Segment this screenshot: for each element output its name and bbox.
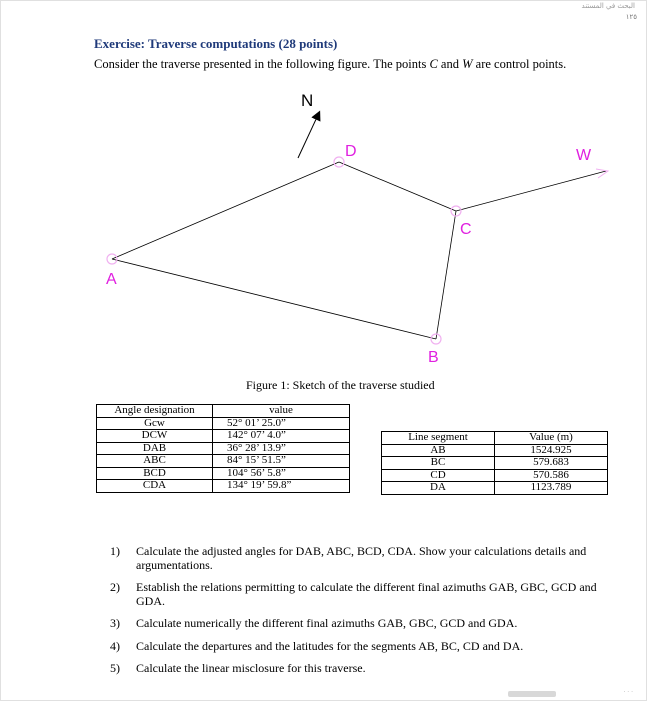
question-number: 3) <box>110 616 120 630</box>
scroll-indicator[interactable] <box>508 691 556 697</box>
figure-caption: Figure 1: Sketch of the traverse studied <box>246 378 435 392</box>
segment-name: AB <box>382 444 495 457</box>
intro-point-w: W <box>462 57 473 71</box>
north-arrow <box>298 115 318 158</box>
question-text: Calculate numerically the different final azimuths GAB, GBC, GCD and GDA. <box>136 616 518 630</box>
angles-table <box>96 404 350 493</box>
question-list <box>110 545 620 685</box>
header-text: البحث في المستند <box>581 2 635 10</box>
label-b: B <box>428 349 439 366</box>
line-bc <box>436 211 456 339</box>
angle-name: ABC <box>97 455 213 468</box>
list-item <box>110 545 620 572</box>
list-item <box>110 662 620 676</box>
table-row <box>382 444 608 457</box>
table-row <box>97 442 350 455</box>
list-item <box>110 581 620 608</box>
line-cd <box>339 162 456 211</box>
table-row <box>382 469 608 482</box>
footer-dots: · · · <box>623 689 633 696</box>
angles-header-value: value <box>213 405 350 418</box>
segment-name: BC <box>382 457 495 470</box>
angle-value: 36° 28’ 13.9” <box>213 442 350 455</box>
angle-name: Gcw <box>97 417 213 430</box>
angles-header-row <box>97 405 350 418</box>
angle-value: 84° 15’ 51.5” <box>213 455 350 468</box>
lines-header-segment: Line segment <box>382 432 495 445</box>
intro-point-c: C <box>429 57 438 71</box>
exercise-title: Exercise: Traverse computations (28 points) <box>94 36 338 51</box>
angle-name: DCW <box>97 430 213 443</box>
list-item <box>110 617 620 631</box>
table-row <box>97 417 350 430</box>
lines-table <box>381 431 608 495</box>
lines-header-row <box>382 432 608 445</box>
segment-value: 1123.789 <box>495 482 608 495</box>
intro-prefix: Consider the traverse presented in the following figure. The points <box>94 57 430 71</box>
label-d: D <box>345 143 357 160</box>
line-da <box>112 162 339 259</box>
table-row <box>382 457 608 470</box>
label-w: W <box>576 147 592 164</box>
segment-value: 570.586 <box>495 469 608 482</box>
question-text: Calculate the linear misclosure for this traverse. <box>136 661 366 675</box>
question-number: 2) <box>110 580 120 594</box>
angles-header-designation: Angle designation <box>97 405 213 418</box>
table-row <box>97 455 350 468</box>
page-number: ١٢٥ <box>625 13 637 21</box>
question-text: Calculate the departures and the latitudes for the segments AB, BC, CD and DA. <box>136 638 524 653</box>
segment-value: 1524.925 <box>495 444 608 457</box>
intro-and: and <box>437 57 463 71</box>
north-label: N <box>301 91 314 110</box>
question-number: 4) <box>110 638 120 653</box>
segment-name: DA <box>382 482 495 495</box>
table-row <box>382 482 608 495</box>
table-row <box>97 467 350 480</box>
line-ab <box>112 259 436 339</box>
question-number: 1) <box>110 544 120 558</box>
segment-value: 579.683 <box>495 457 608 470</box>
angle-name: DAB <box>97 442 213 455</box>
segment-name: CD <box>382 469 495 482</box>
lines-header-value: Value (m) <box>495 432 608 445</box>
angle-value: 104° 56’ 5.8” <box>213 467 350 480</box>
table-row <box>97 480 350 493</box>
table-row <box>97 430 350 443</box>
label-c: C <box>460 221 472 238</box>
line-cw <box>456 171 606 211</box>
list-item <box>110 640 620 654</box>
question-number: 5) <box>110 661 120 675</box>
angle-name: CDA <box>97 480 213 493</box>
question-text: Calculate the adjusted angles for DAB, ABC, BCD, CDA. Show your calculations details and argumentations. <box>136 544 587 572</box>
label-a: A <box>106 271 117 288</box>
angle-value: 134° 19’ 59.8” <box>213 480 350 493</box>
intro-suffix: are control points. <box>472 57 567 71</box>
angle-value: 142° 07’ 4.0” <box>213 430 350 443</box>
angle-value: 52° 01’ 25.0” <box>213 417 350 430</box>
angle-name: BCD <box>97 467 213 480</box>
question-text: Establish the relations permitting to calculate the different final azimuths GAB, GBC, GCD and GDA. <box>136 580 597 608</box>
